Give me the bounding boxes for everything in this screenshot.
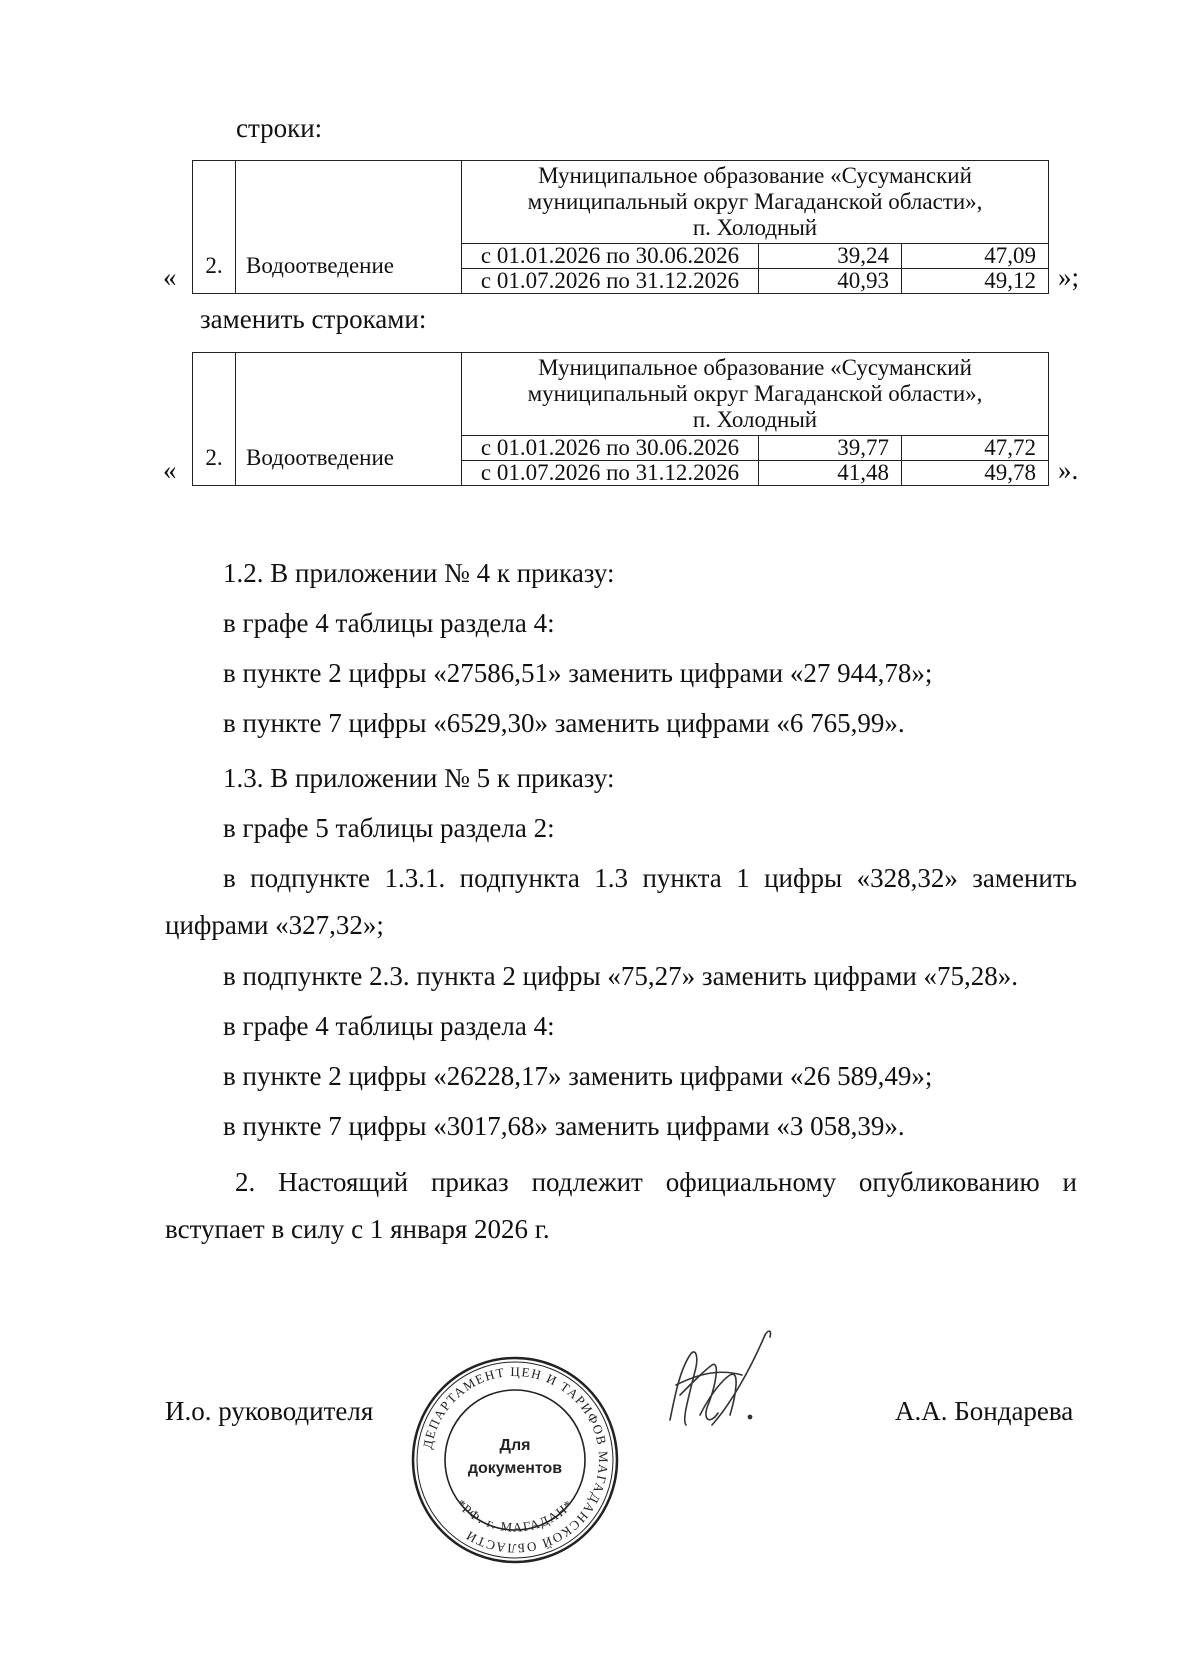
paragraph-1-3-b-line2: цифрами «327,32»; (165, 910, 384, 940)
new-rows-table (192, 352, 1049, 486)
quote-open-new: « (163, 455, 177, 485)
paragraph-1-2-c: в пункте 7 цифры «6529,30» заменить цифрами «6 765,99». (223, 708, 905, 738)
handwritten-signature (650, 1325, 810, 1445)
paragraph-1-3: 1.3. В приложении № 5 к приказу: (223, 763, 615, 793)
header-line-1: Муниципальное образование «Сусуманский (538, 163, 972, 188)
paragraph-2-line2: вступает в силу с 1 января 2026 г. (165, 1214, 550, 1244)
service-name: Водоотведение (236, 161, 462, 294)
paragraph-1-3-d: в графе 4 таблицы раздела 4: (223, 1011, 555, 1041)
paragraph-1-2: 1.2. В приложении № 4 к приказу: (223, 558, 615, 588)
value-cell: 49,12 (902, 269, 1049, 294)
municipality-header (462, 161, 1049, 244)
period-cell: с 01.07.2026 по 31.12.2026 (462, 269, 759, 294)
header-line-1: Муниципальное образование «Сусуманский (538, 355, 972, 380)
paragraph-1-3-a: в графе 5 таблицы раздела 2: (223, 813, 555, 843)
paragraph-1-2-a: в графе 4 таблицы раздела 4: (223, 608, 555, 638)
paragraph-1-2-b: в пункте 2 цифры «27586,51» заменить цифрами «27 944,78»; (223, 658, 933, 688)
municipality-header (462, 353, 1049, 436)
value-cell: 39,77 (759, 436, 902, 461)
row-number: 2. (193, 353, 236, 486)
old-rows-table (192, 160, 1049, 294)
paragraph-2-line1: 2. Настоящий приказ подлежит официальному опубликованию и (235, 1167, 1077, 1197)
paragraph-1-3-e: в пункте 2 цифры «26228,17» заменить цифрами «26 589,49»; (223, 1061, 933, 1091)
service-name: Водоотведение (236, 353, 462, 486)
quote-close-old: »; (1058, 262, 1080, 292)
quote-close-new: ». (1058, 455, 1079, 485)
signatory-position: И.о. руководителя (165, 1396, 374, 1426)
stamp-bottom-text: *РФ. г. МАГАДАН* (453, 1496, 577, 1535)
quote-open-old: « (163, 262, 177, 292)
value-cell: 47,72 (902, 436, 1049, 461)
stamp-center-line-1: Для (499, 1437, 531, 1454)
stamp-outer-text: ДЕПАРТАМЕНТ ЦЕН И ТАРИФОВ МАГАДАНСКОЙ ОБЛАСТИ (419, 1363, 612, 1557)
period-cell: с 01.07.2026 по 31.12.2026 (462, 461, 759, 486)
value-cell: 40,93 (759, 269, 902, 294)
round-stamp (410, 1355, 620, 1565)
header-line-3: п. Холодный (692, 407, 818, 432)
header-line-2: муниципальный округ Магаданской области», (527, 381, 983, 406)
replace-label: заменить строками: (200, 304, 427, 334)
stamp-center-line-2: документов (467, 1460, 563, 1477)
intro-label: строки: (236, 113, 323, 143)
signatory-name: А.А. Бондарева (895, 1396, 1074, 1426)
value-cell: 47,09 (902, 244, 1049, 269)
period-cell: с 01.01.2026 по 30.06.2026 (462, 244, 759, 269)
period-cell: с 01.01.2026 по 30.06.2026 (462, 436, 759, 461)
header-line-2: муниципальный округ Магаданской области», (527, 189, 983, 214)
header-line-3: п. Холодный (692, 215, 818, 240)
paragraph-1-3-c: в подпункте 2.3. пункта 2 цифры «75,27» заменить цифрами «75,28». (223, 961, 1019, 991)
row-number: 2. (193, 161, 236, 294)
value-cell: 41,48 (759, 461, 902, 486)
value-cell: 39,24 (759, 244, 902, 269)
value-cell: 49,78 (902, 461, 1049, 486)
paragraph-1-3-b-line1: в подпункте 1.3.1. подпункта 1.3 пункта 1 цифры «328,32» заменить (223, 863, 1077, 893)
paragraph-1-3-f: в пункте 7 цифры «3017,68» заменить цифрами «3 058,39». (223, 1111, 905, 1141)
